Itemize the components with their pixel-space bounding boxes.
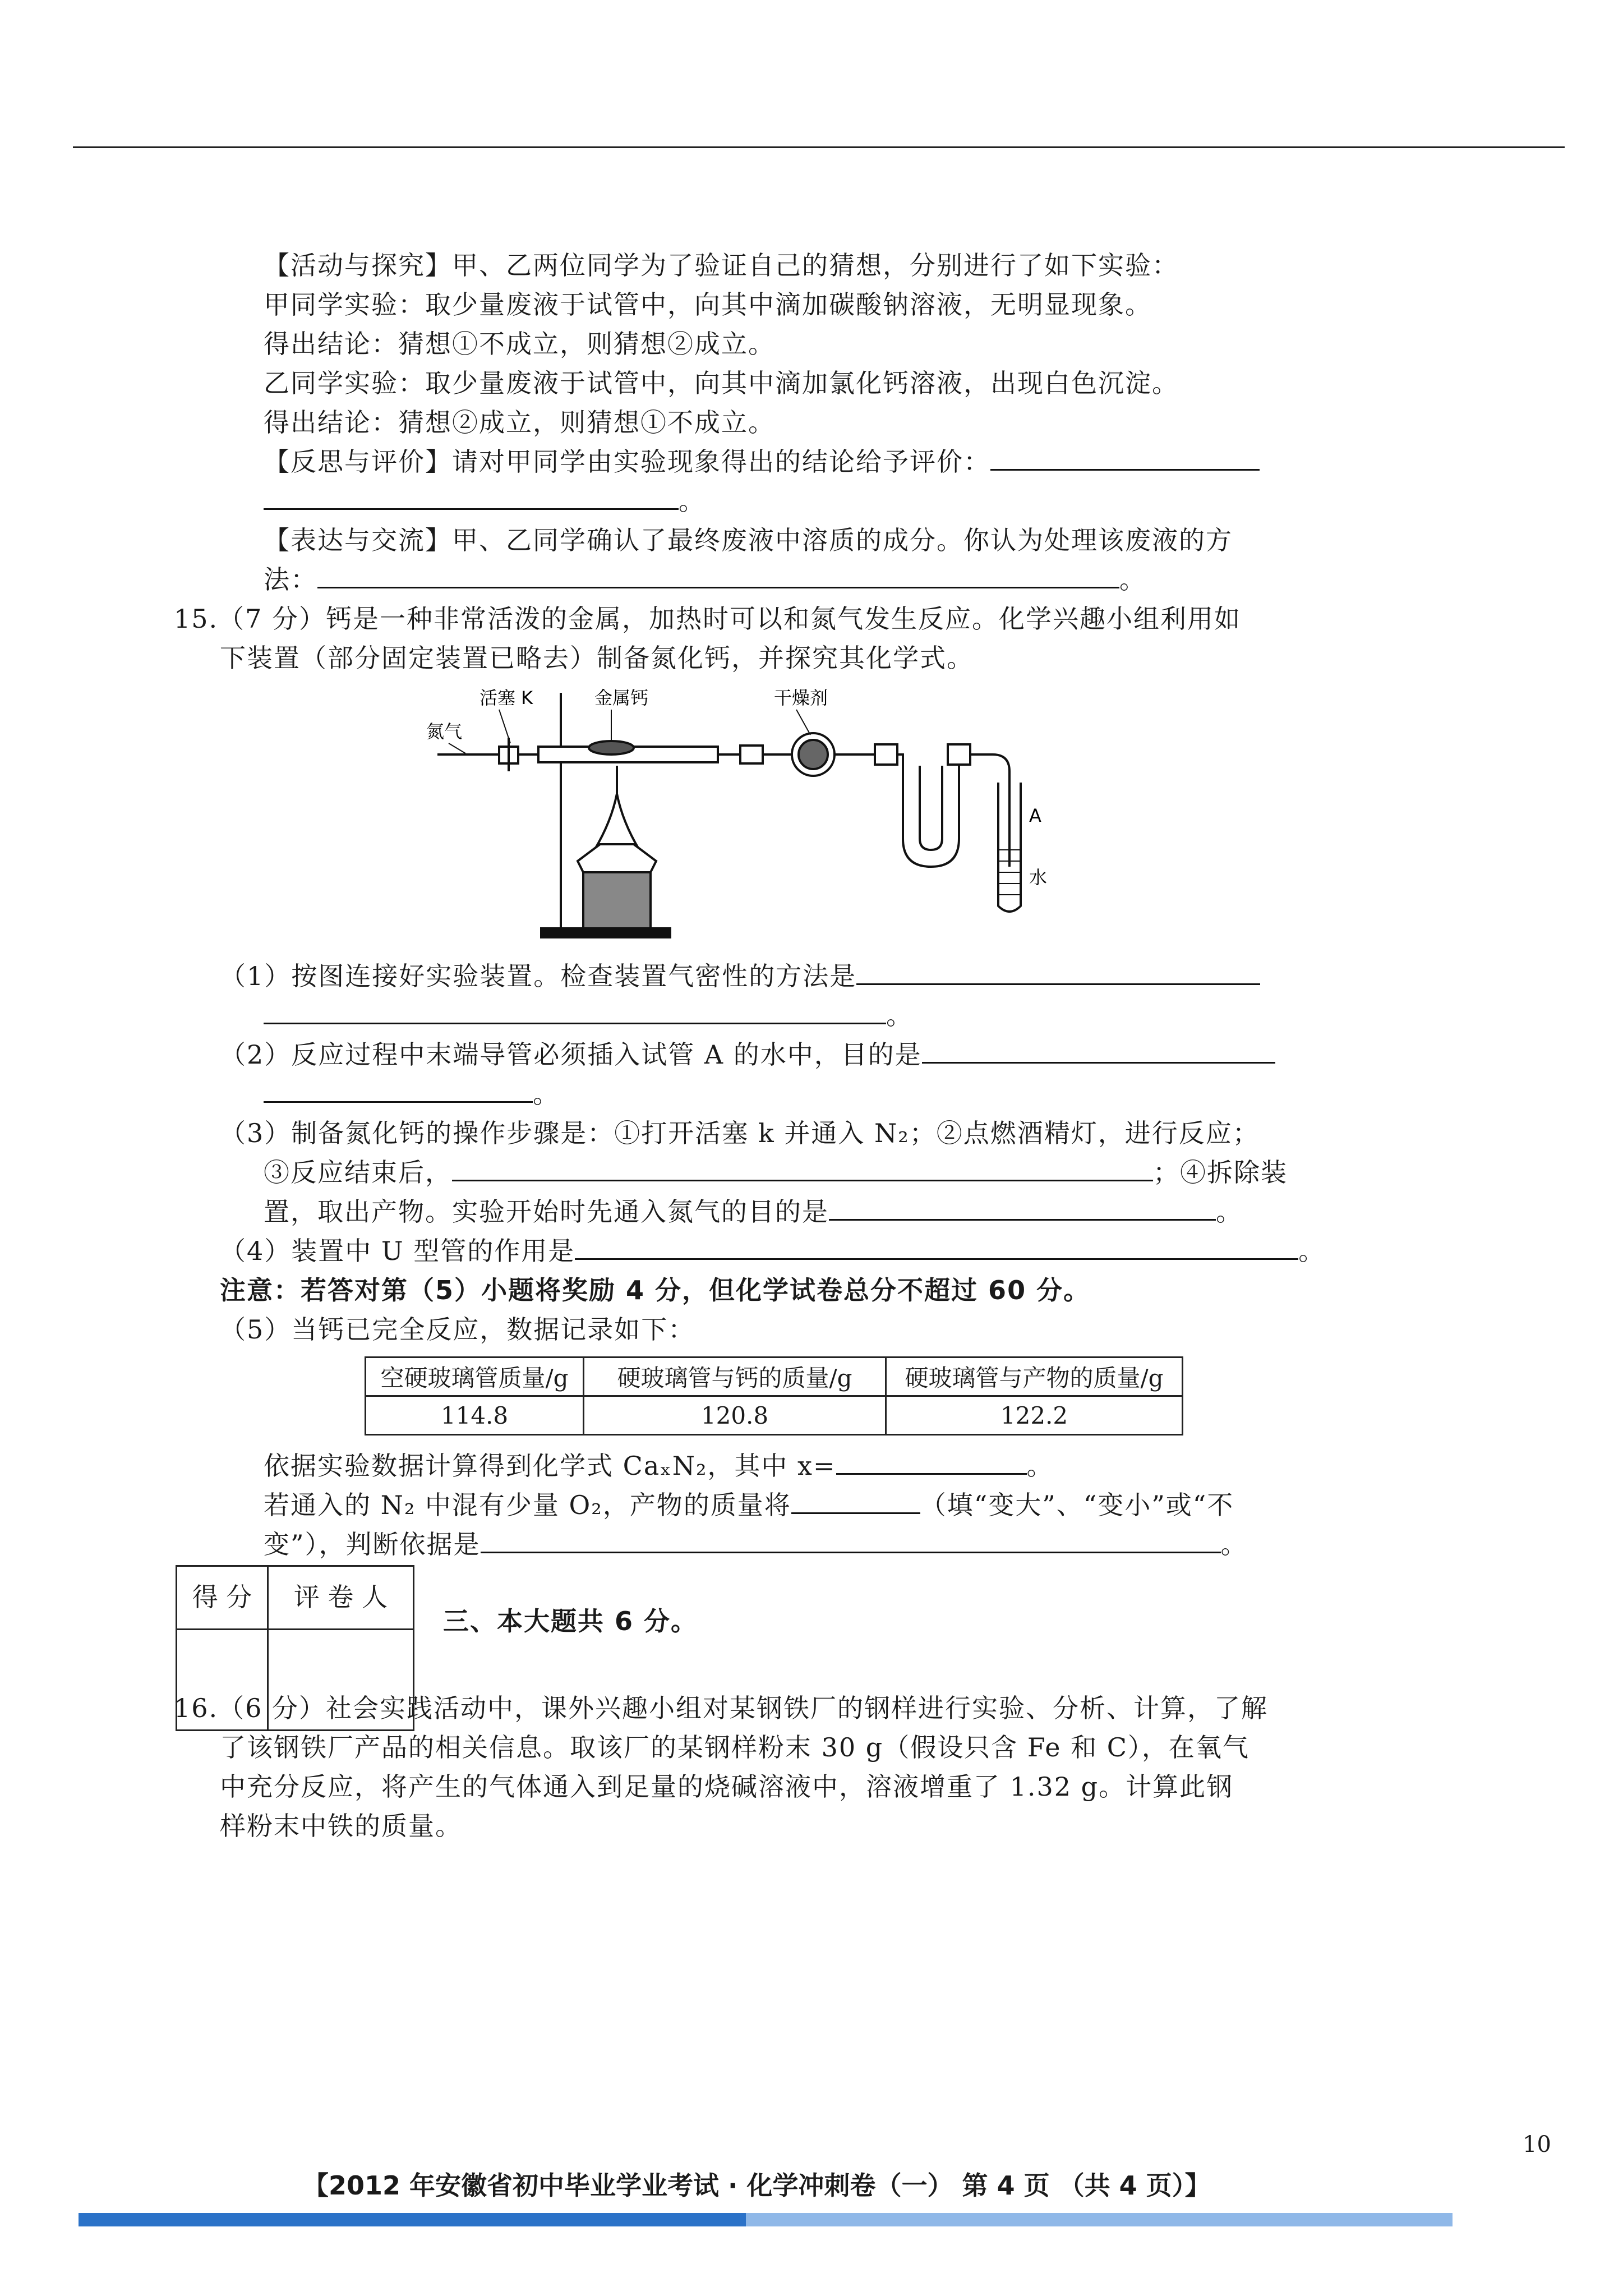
question-15-5: （5）当钙已完全反应，数据记录如下： bbox=[220, 1314, 695, 1345]
top-rule bbox=[73, 146, 1565, 148]
label-desiccant: 干燥剂 bbox=[774, 687, 828, 708]
answer-blank[interactable] bbox=[922, 1037, 1275, 1064]
stand-base bbox=[541, 928, 670, 937]
question-15-3-step: ③反应结束后， bbox=[264, 1157, 452, 1188]
question-15-3-purpose-text: 置，取出产物。实验开始时先通入氮气的目的是 bbox=[264, 1197, 829, 1227]
calc-formula-text: 依据实验数据计算得到化学式 CaₓN₂，其中 x= bbox=[264, 1451, 836, 1481]
answer-blank[interactable] bbox=[836, 1448, 1027, 1475]
table-cell: 122.2 bbox=[886, 1396, 1183, 1435]
data-table bbox=[365, 1356, 1183, 1435]
period: 。 bbox=[1026, 1451, 1054, 1481]
reflection-prompt: 【反思与评价】请对甲同学由实验现象得出的结论给予评价： bbox=[264, 447, 990, 477]
question-15-1-text: （1）按图连接好实验装置。检查装置气密性的方法是 bbox=[220, 961, 857, 991]
calc-formula bbox=[264, 1446, 1054, 1485]
text-student-b-experiment: 乙同学实验：取少量废液于试管中，向其中滴加氯化钙溶液，出现白色沉淀。 bbox=[264, 368, 1179, 398]
question-15-3: （3）制备氮化钙的操作步骤是：①打开活塞 k 并通入 N₂；②点燃酒精灯，进行反应； bbox=[220, 1118, 1260, 1148]
answer-blank[interactable] bbox=[791, 1488, 920, 1514]
period: 。 bbox=[886, 1000, 913, 1030]
table-cell: 120.8 bbox=[584, 1396, 886, 1435]
answer-blank[interactable] bbox=[856, 959, 1260, 985]
label-nitrogen: 氮气 bbox=[426, 721, 463, 742]
table-header: 空硬玻璃管质量/g bbox=[366, 1358, 584, 1396]
alcohol-lamp bbox=[578, 844, 656, 872]
question-15-1-cont bbox=[264, 996, 913, 1035]
question-16: 16.（6 分）社会实践活动中，课外兴趣小组对某钢铁厂的钢样进行实验、分析、计算，了解 bbox=[174, 1693, 1269, 1723]
calc-oxygen-options: （填“变大”、“变小”或“不 bbox=[920, 1490, 1234, 1520]
question-16-cont: 中充分反应，将产生的气体通入到足量的烧碱溶液中，溶液增重了 1.32 g。计算此钢 bbox=[220, 1772, 1234, 1802]
footer-bar-dark bbox=[79, 2213, 746, 2226]
table-header-row bbox=[366, 1358, 1183, 1396]
question-15-4-text: （4）装置中 U 型管的作用是 bbox=[220, 1236, 575, 1266]
text-expression: 【表达与交流】甲、乙同学确认了最终废液中溶质的成分。你认为处理该废液的方 bbox=[264, 525, 1233, 555]
question-15-3-purpose bbox=[264, 1192, 1243, 1231]
text-student-a-experiment: 甲同学实验：取少量废液于试管中，向其中滴加碳酸钠溶液，无明显现象。 bbox=[264, 289, 1152, 320]
period: 。 bbox=[533, 1079, 560, 1109]
page-number: 10 bbox=[1523, 2132, 1551, 2157]
text-conclusion-a: 得出结论：猜想①不成立，则猜想②成立。 bbox=[264, 329, 775, 359]
flame bbox=[594, 794, 639, 850]
text-method bbox=[264, 560, 1146, 599]
period: 。 bbox=[1298, 1236, 1326, 1266]
calc-basis-text: 变”），判断依据是 bbox=[264, 1529, 481, 1559]
answer-blank[interactable] bbox=[575, 1234, 1298, 1260]
calc-oxygen bbox=[264, 1485, 1234, 1525]
text-activity: 【活动与探究】甲、乙两位同学为了验证自己的猜想，分别进行了如下实验： bbox=[264, 250, 1179, 280]
answer-blank[interactable] bbox=[990, 444, 1260, 471]
table-header: 硬玻璃管与钙的质量/g bbox=[584, 1358, 886, 1396]
score-label: 得 分 bbox=[192, 1582, 252, 1612]
calcium-sample bbox=[589, 741, 634, 754]
question-15-1 bbox=[220, 956, 1260, 996]
method-label: 法： bbox=[264, 564, 317, 595]
text-conclusion-b: 得出结论：猜想②成立，则猜想①不成立。 bbox=[264, 407, 775, 438]
section-3-heading: 三、本大题共 6 分。 bbox=[443, 1606, 698, 1636]
answer-blank[interactable] bbox=[481, 1527, 1221, 1553]
question-15-3-cont bbox=[264, 1153, 1288, 1192]
label-stopcock: 活塞 K bbox=[479, 687, 533, 708]
question-15-2-text: （2）反应过程中末端导管必须插入试管 A 的水中，目的是 bbox=[220, 1039, 922, 1070]
bonus-note: 注意：若答对第（5）小题将奖励 4 分，但化学试卷总分不超过 60 分。 bbox=[220, 1275, 1091, 1305]
apparatus-diagram bbox=[426, 682, 1054, 945]
footer-bar-light bbox=[746, 2213, 1453, 2226]
table-header: 硬玻璃管与产物的质量/g bbox=[886, 1358, 1183, 1396]
table-cell: 114.8 bbox=[366, 1396, 584, 1435]
answer-blank[interactable] bbox=[264, 484, 679, 510]
text-reflection-cont bbox=[264, 481, 706, 521]
question-15-intro-cont: 下装置（部分固定装置已略去）制备氮化钙，并探究其化学式。 bbox=[220, 643, 974, 673]
period: 。 bbox=[1119, 564, 1146, 595]
question-15-4 bbox=[220, 1231, 1325, 1271]
label-tube-a: A bbox=[1029, 805, 1041, 826]
answer-blank[interactable] bbox=[452, 1155, 1153, 1181]
answer-blank[interactable] bbox=[317, 562, 1119, 588]
footer-text: 【2012 年安徽省初中毕业学业考试 · 化学冲刺卷（一） 第 4 页 （共 4 页）】 bbox=[303, 2170, 1211, 2201]
calc-oxygen-text: 若通入的 N₂ 中混有少量 O₂，产物的质量将 bbox=[264, 1490, 791, 1520]
answer-blank[interactable] bbox=[264, 1076, 533, 1103]
period: 。 bbox=[1216, 1197, 1243, 1227]
lamp-stand bbox=[583, 872, 651, 928]
answer-blank[interactable] bbox=[264, 998, 886, 1024]
question-15-2-cont bbox=[264, 1074, 560, 1114]
answer-blank[interactable] bbox=[829, 1194, 1216, 1221]
period: 。 bbox=[1220, 1529, 1248, 1559]
text-reflection bbox=[264, 442, 1260, 481]
label-calcium: 金属钙 bbox=[594, 687, 649, 708]
table-row bbox=[366, 1396, 1183, 1435]
period: 。 bbox=[679, 486, 706, 516]
question-15-3-step4: ；④拆除装 bbox=[1153, 1157, 1288, 1188]
question-16-cont: 了该钢铁厂产品的相关信息。取该厂的某钢样粉末 30 g（假设只含 Fe 和 C），在氧气 bbox=[220, 1732, 1249, 1763]
question-15-2 bbox=[220, 1035, 1275, 1074]
grader-label: 评 卷 人 bbox=[293, 1582, 388, 1612]
label-water: 水 bbox=[1029, 867, 1048, 888]
calc-basis bbox=[264, 1525, 1248, 1564]
question-16-cont: 样粉末中铁的质量。 bbox=[220, 1811, 462, 1841]
question-15-intro: 15.（7 分）钙是一种非常活泼的金属，加热时可以和氮气发生反应。化学兴趣小组利用如 bbox=[174, 604, 1242, 634]
